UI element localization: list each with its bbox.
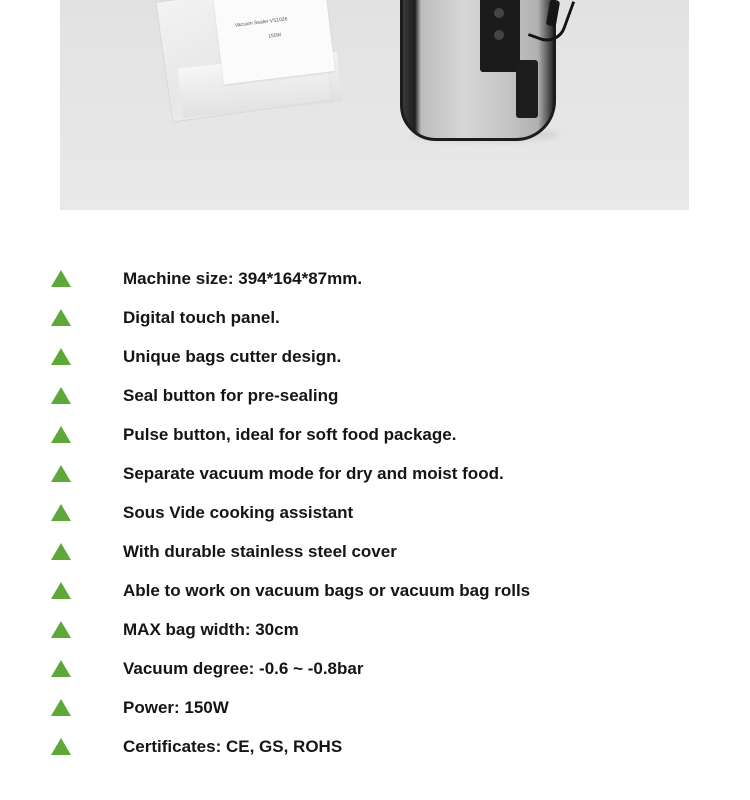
panel-button-icon	[494, 8, 504, 18]
feature-text: Separate vacuum mode for dry and moist food.	[123, 464, 504, 483]
triangle-bullet-icon	[51, 309, 71, 326]
feature-text: Unique bags cutter design.	[123, 347, 342, 366]
panel-button-icon	[494, 30, 504, 40]
feature-text: Digital touch panel.	[123, 308, 280, 327]
triangle-bullet-icon	[51, 621, 71, 638]
feature-item	[0, 416, 750, 455]
bag-label-text: Vacuum Sealer VS1026	[234, 16, 288, 29]
feature-text: MAX bag width: 30cm	[123, 620, 299, 639]
bag-label-power: 150W	[268, 32, 282, 40]
machine-control-panel	[480, 0, 520, 72]
triangle-bullet-icon	[51, 270, 71, 287]
triangle-bullet-icon	[51, 465, 71, 482]
feature-item	[0, 533, 750, 572]
triangle-bullet-icon	[51, 387, 71, 404]
triangle-bullet-icon	[51, 504, 71, 521]
feature-item	[0, 455, 750, 494]
feature-item	[0, 572, 750, 611]
triangle-bullet-icon	[51, 738, 71, 755]
feature-text: Vacuum degree: -0.6 ~ -0.8bar	[123, 659, 364, 678]
feature-item	[0, 689, 750, 728]
feature-text: Power: 150W	[123, 698, 229, 717]
feature-text: Seal button for pre-sealing	[123, 386, 339, 405]
triangle-bullet-icon	[51, 582, 71, 599]
triangle-bullet-icon	[51, 426, 71, 443]
product-photo	[60, 0, 689, 210]
feature-text: Certificates: CE, GS, ROHS	[123, 737, 343, 756]
feature-item	[0, 260, 750, 299]
feature-text: Machine size: 394*164*87mm.	[123, 269, 363, 288]
feature-item	[0, 494, 750, 533]
feature-item	[0, 611, 750, 650]
bag-label-card	[213, 0, 335, 84]
triangle-bullet-icon	[51, 348, 71, 365]
feature-item	[0, 338, 750, 377]
feature-item	[0, 650, 750, 689]
triangle-bullet-icon	[51, 699, 71, 716]
feature-text: Sous Vide cooking assistant	[123, 503, 354, 522]
machine-lid-latch	[516, 60, 538, 118]
feature-text: With durable stainless steel cover	[123, 542, 397, 561]
triangle-bullet-icon	[51, 660, 71, 677]
triangle-bullet-icon	[51, 543, 71, 560]
feature-text: Able to work on vacuum bags or vacuum bag rolls	[123, 581, 531, 600]
feature-item	[0, 299, 750, 338]
feature-item	[0, 377, 750, 416]
feature-item	[0, 728, 750, 767]
feature-text: Pulse button, ideal for soft food package.	[123, 425, 457, 444]
